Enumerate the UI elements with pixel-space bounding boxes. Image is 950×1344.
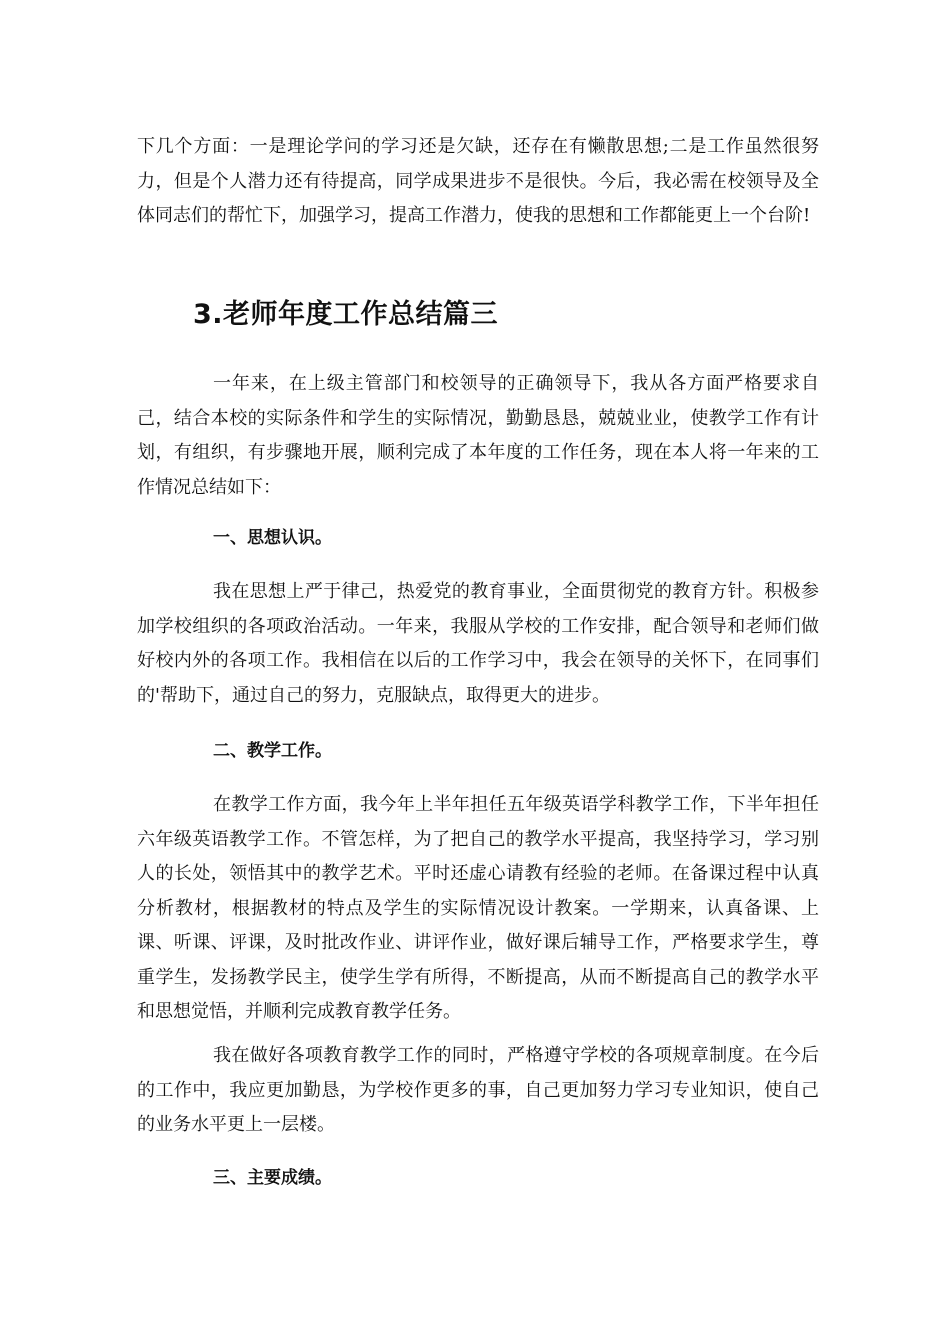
- ideology-paragraph: 我在思想上严于律己，热爱党的教育事业，全面贯彻党的教育方针。积极参加学校组织的各项政治活动。一年来，我服从学校的工作安排，配合领导和老师们做好校内外的各项工作。我相信在以后的工作学习中，我会在领导的关怀下，在同事们的'帮助下，通过自己的努力，克服缺点，取得更大的进步。: [137, 581, 819, 706]
- continued-paragraph: 下几个方面：一是理论学问的学习还是欠缺，还存在有懒散思想;二是工作虽然很努力，但是个人潜力还有待提高，同学成果进步不是很快。今后，我必需在校领导及全体同志们的帮忙下，加强学习，提高工作潜力，使我的思想和工作都能更上一个台阶!: [137, 136, 819, 226]
- heading-ideology: 一、思想认识。: [213, 528, 332, 548]
- heading-achievements: 三、主要成绩。: [213, 1168, 332, 1188]
- section-title: 3.老师年度工作总结篇三: [193, 299, 499, 330]
- rules-paragraph: 我在做好各项教育教学工作的同时，严格遵守学校的各项规章制度。在今后的工作中，我应更加勤恳，为学校作更多的事，自己更加努力学习专业知识，使自己的业务水平更上一层楼。: [137, 1045, 819, 1135]
- heading-teaching: 二、教学工作。: [213, 741, 332, 761]
- teaching-paragraph: 在教学工作方面，我今年上半年担任五年级英语学科教学工作，下半年担任六年级英语教学工作。不管怎样，为了把自己的教学水平提高，我坚持学习，学习别人的长处，领悟其中的教学艺术。平时还虚心请教有经验的老师。在备课过程中认真分析教材，根据教材的特点及学生的实际情况设计教案。一学期来，认真备课、上课、听课、评课，及时批改作业、讲评作业，做好课后辅导工作，严格要求学生，尊重学生，发扬教学民主，使学生学有所得，不断提高，从而不断提高自己的教学水平和思想觉悟，并顺利完成教育教学任务。: [137, 794, 819, 1022]
- intro-paragraph: 一年来，在上级主管部门和校领导的正确领导下，我从各方面严格要求自己，结合本校的实际条件和学生的实际情况，勤勤恳恳，兢兢业业，使教学工作有计划，有组织，有步骤地开展，顺利完成了本年度的工作任务，现在本人将一年来的工作情况总结如下：: [137, 373, 819, 498]
